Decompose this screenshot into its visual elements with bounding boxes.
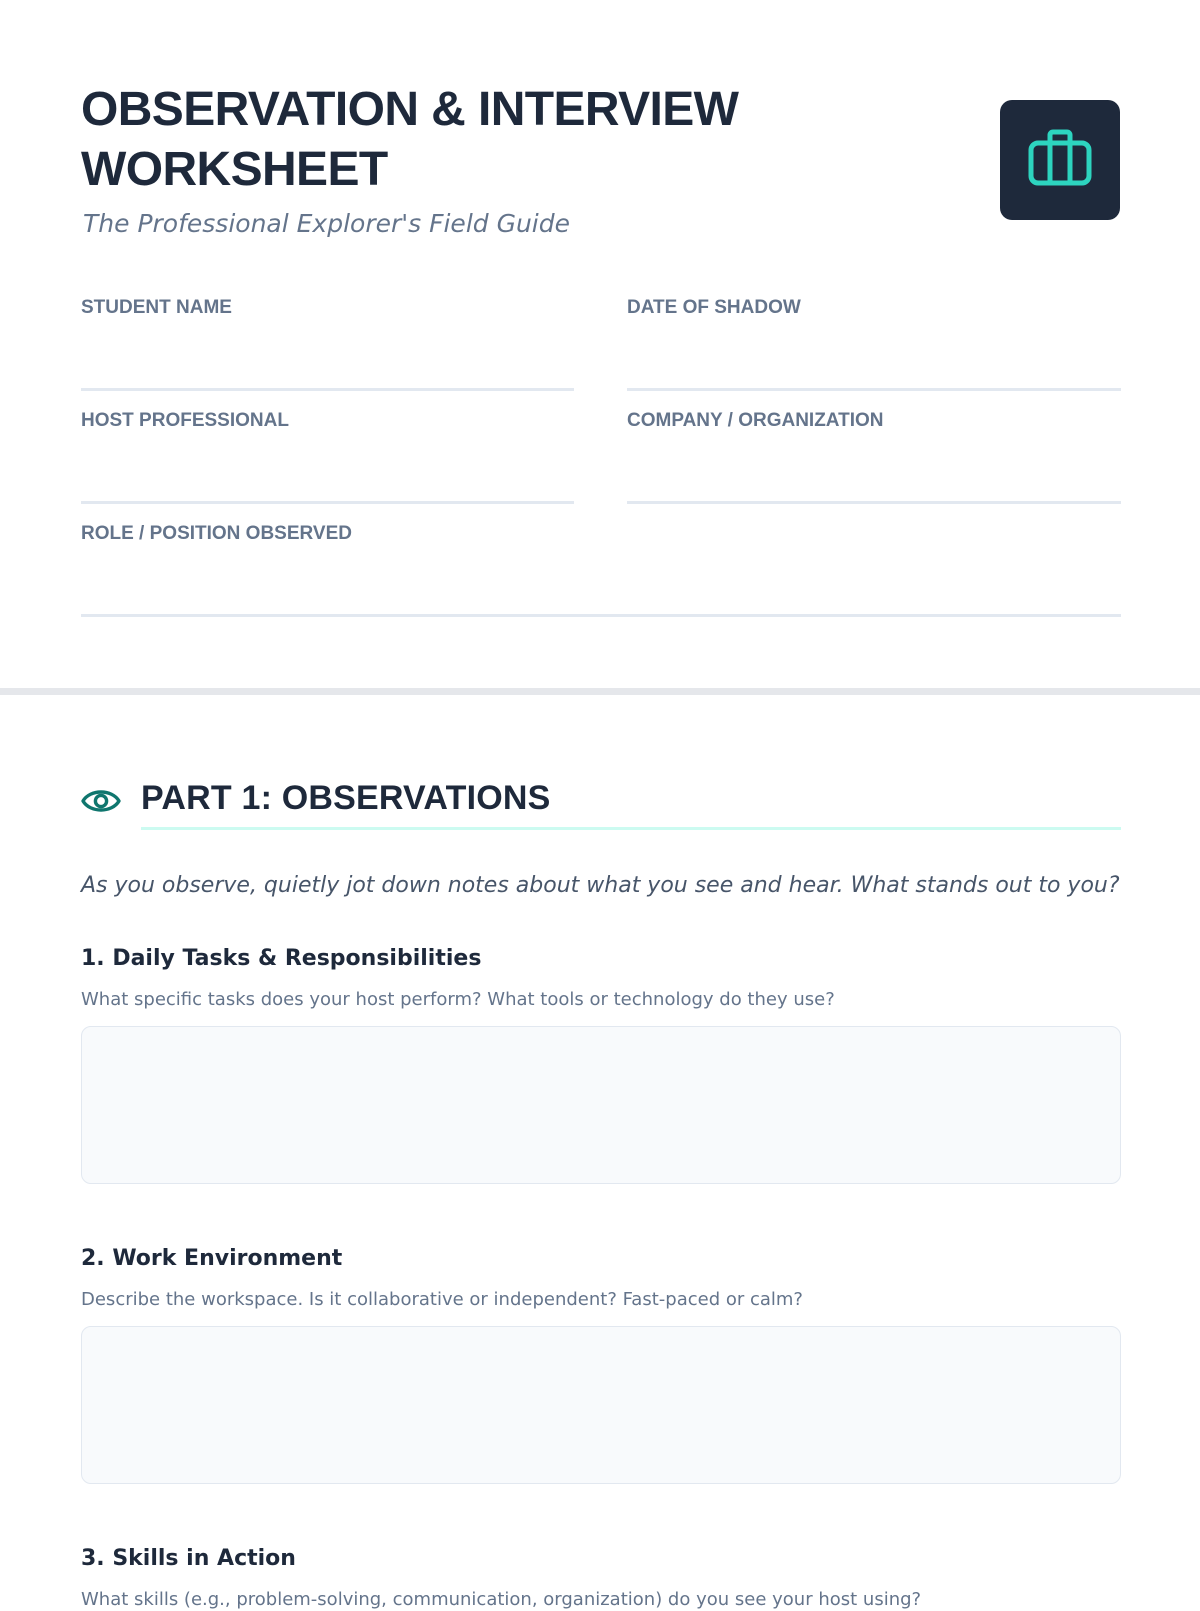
section-header [81,776,1121,832]
question-title: 2. Work Environment [81,1246,343,1271]
question-prompt: Describe the workspace. Is it collaborative or independent? Fast-paced or calm? [81,1289,803,1310]
host-professional-label: HOST PROFESSIONAL [81,410,289,431]
company-label: COMPANY / ORGANIZATION [627,410,884,431]
page-subtitle: The Professional Explorer's Field Guide [83,209,570,238]
question-title: 3. Skills in Action [81,1546,296,1571]
answer-box[interactable] [81,1326,1121,1484]
question-title: 1. Daily Tasks & Responsibilities [81,946,482,971]
date-of-shadow-field[interactable] [627,297,1121,391]
section-intro: As you observe, quietly jot down notes about what you see and hear. What stands out to you? [81,873,1120,898]
question-work-environment [81,1245,1121,1484]
worksheet-header [81,80,1121,239]
section-title: PART 1: OBSERVATIONS [141,779,551,817]
role-field[interactable] [81,523,1121,617]
question-skills-in-action [81,1545,1121,1611]
question-prompt: What specific tasks does your host perform? What tools or technology do they use? [81,989,835,1010]
page-divider [0,688,1200,695]
student-name-label: STUDENT NAME [81,297,232,318]
question-prompt: What skills (e.g., problem-solving, communication, organization) do you see your host using? [81,1589,922,1610]
date-of-shadow-label: DATE OF SHADOW [627,297,801,318]
role-label: ROLE / POSITION OBSERVED [81,523,352,544]
briefcase-icon [1028,128,1092,192]
student-name-field[interactable] [81,297,574,391]
question-daily-tasks [81,945,1121,1184]
answer-box[interactable] [81,1026,1121,1184]
page-title: OBSERVATION & INTERVIEW WORKSHEET [81,83,739,196]
section-title-underline [141,827,1121,830]
company-field[interactable] [627,410,1121,504]
logo-badge [1000,100,1120,220]
eye-icon [81,786,121,816]
host-professional-field[interactable] [81,410,574,504]
